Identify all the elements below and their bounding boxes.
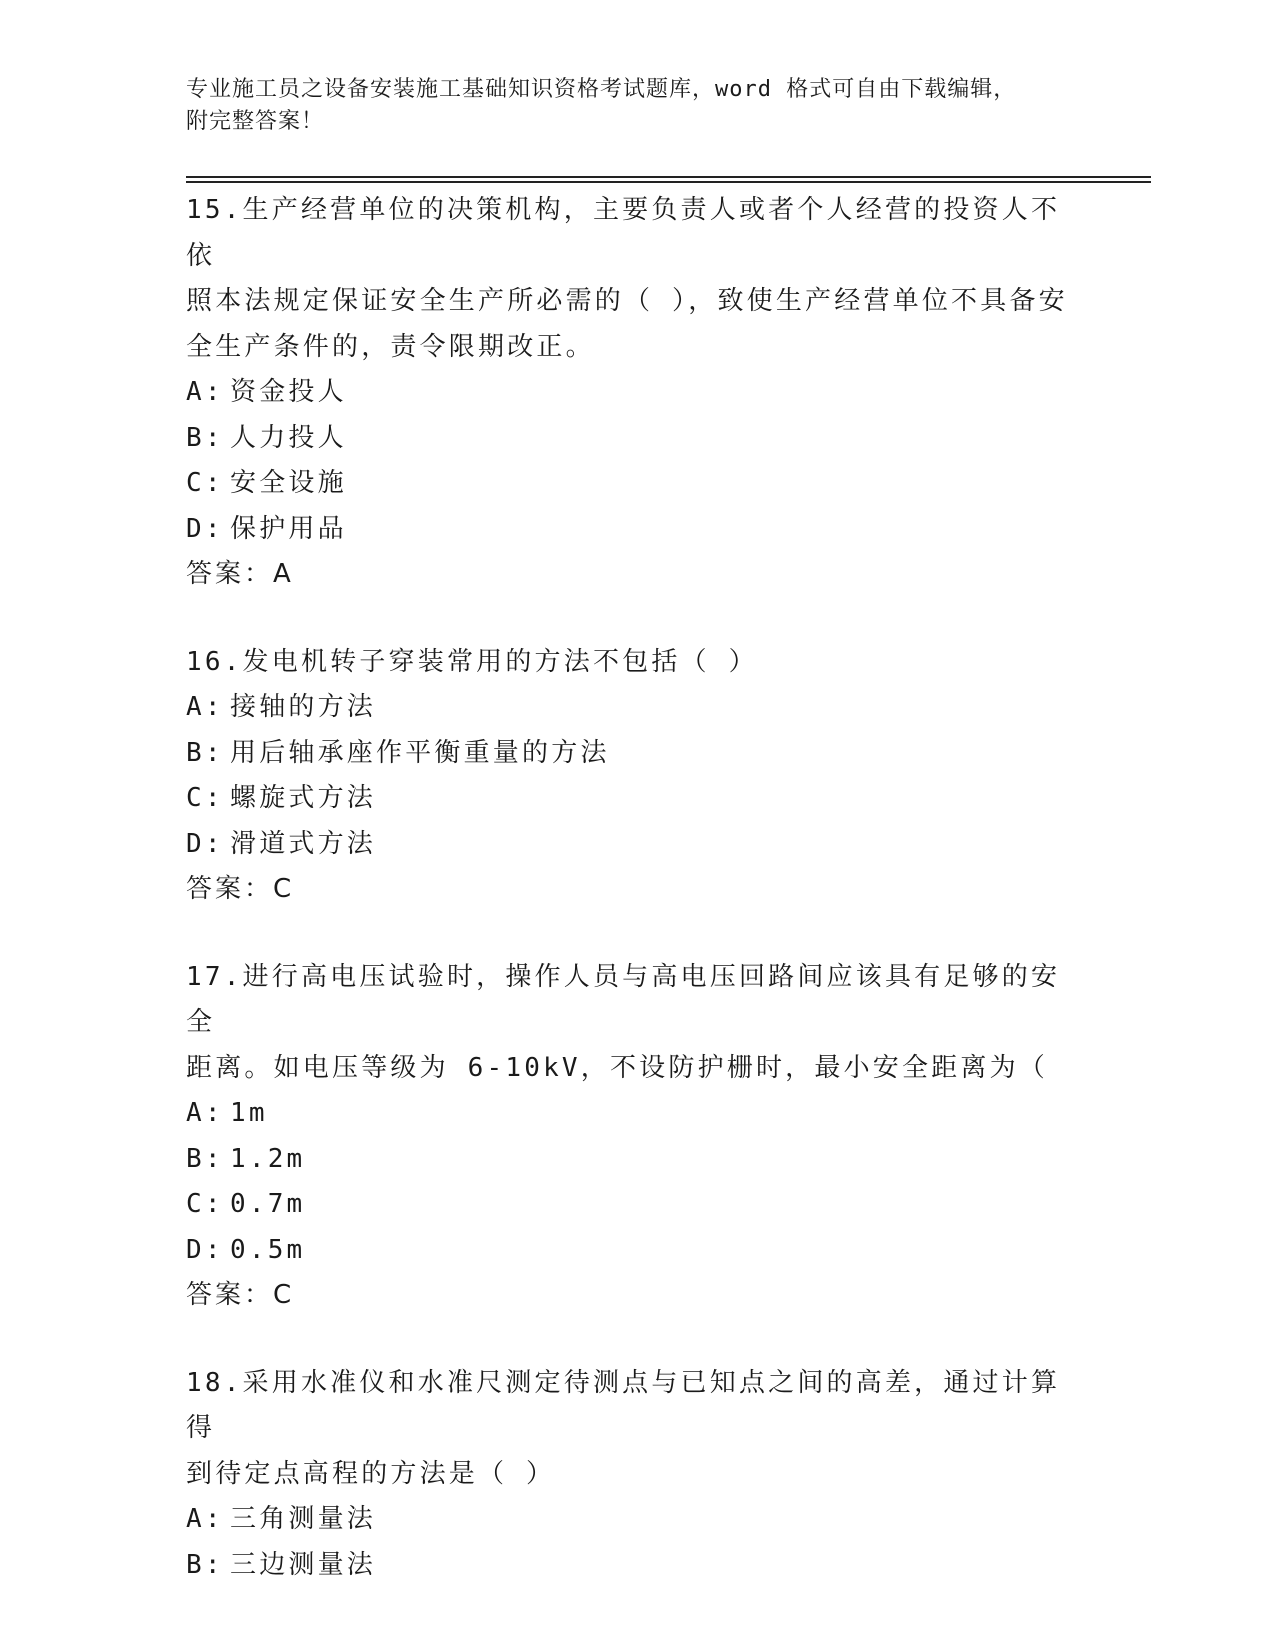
question-text-line: 全生产条件的，责令限期改正。 (186, 331, 595, 362)
header-line-1: 专业施工员之设备安装施工基础知识资格考试题库，word 格式可自由下载编辑， (186, 77, 1017, 102)
option-b (186, 416, 1086, 462)
option-text: 用后轴承座作平衡重量的方法 (230, 737, 610, 768)
header-divider-bottom (186, 181, 1151, 183)
option-d (186, 1228, 1086, 1274)
header-line-2: 附完整答案！ (186, 109, 325, 134)
option-d (186, 822, 1086, 868)
option-text: 1m (230, 1098, 268, 1128)
option-letter: D: (186, 513, 224, 544)
option-letter: C: (186, 468, 224, 498)
option-b (186, 1543, 1086, 1589)
option-text: 三边测量法 (230, 1549, 377, 1580)
option-text: 保护用品 (230, 513, 347, 544)
question-text-line: 距离。如电压等级为 6-10kV，不设防护栅时，最小安全距离为（ (186, 1052, 1048, 1083)
question-text-line: 17.进行高电压试验时，操作人员与高电压回路间应该具有足够的安全 (186, 961, 1061, 1037)
question-text-line: 到待定点高程的方法是（ ） (186, 1458, 556, 1489)
option-c (186, 461, 1086, 507)
option-text: 1.2m (230, 1143, 306, 1174)
option-b (186, 1137, 1086, 1183)
option-letter: C: (186, 1189, 224, 1219)
option-letter: D: (186, 828, 224, 859)
option-letter: B: (186, 422, 224, 453)
question-text-line: 照本法规定保证安全生产所必需的（ ），致使生产经营单位不具备安 (186, 286, 1068, 316)
option-c (186, 1182, 1086, 1228)
option-d (186, 507, 1086, 553)
option-c (186, 776, 1086, 822)
option-b (186, 731, 1086, 777)
question-text-line: 16.发电机转子穿装常用的方法不包括（ ） (186, 646, 758, 677)
option-letter: A: (186, 1504, 224, 1534)
option-letter: C: (186, 783, 224, 813)
option-a (186, 685, 1086, 731)
question-16 (186, 640, 1086, 913)
option-letter: D: (186, 1234, 224, 1265)
question-17 (186, 955, 1086, 1319)
option-a (186, 1497, 1086, 1543)
option-text: 人力投人 (230, 422, 347, 453)
header-divider-top (186, 176, 1151, 178)
question-list (186, 188, 1086, 1630)
answer-label: 答案：C (186, 874, 295, 904)
option-text: 螺旋式方法 (230, 783, 377, 813)
option-a (186, 370, 1086, 416)
option-text: 资金投人 (230, 377, 347, 407)
option-text: 滑道式方法 (230, 828, 377, 859)
option-text: 接轴的方法 (230, 692, 377, 722)
option-text: 安全设施 (230, 468, 347, 498)
document-header (186, 74, 1076, 138)
option-text: 三角测量法 (230, 1504, 377, 1534)
option-text: 0.7m (230, 1189, 306, 1219)
question-text-line: 15.生产经营单位的决策机构，主要负责人或者个人经营的投资人不依 (186, 195, 1061, 271)
answer-label: 答案：C (186, 1280, 295, 1310)
option-letter: A: (186, 692, 224, 722)
option-letter: A: (186, 377, 224, 407)
option-letter: B: (186, 1549, 224, 1580)
question-18 (186, 1361, 1086, 1589)
option-a (186, 1091, 1086, 1137)
question-text-line: 18.采用水准仪和水准尺测定待测点与已知点之间的高差，通过计算得 (186, 1367, 1061, 1443)
option-letter: B: (186, 737, 224, 768)
option-letter: B: (186, 1143, 224, 1174)
option-letter: A: (186, 1098, 224, 1128)
option-text: 0.5m (230, 1234, 306, 1265)
answer-label: 答案：A (186, 559, 294, 589)
question-15 (186, 188, 1086, 598)
